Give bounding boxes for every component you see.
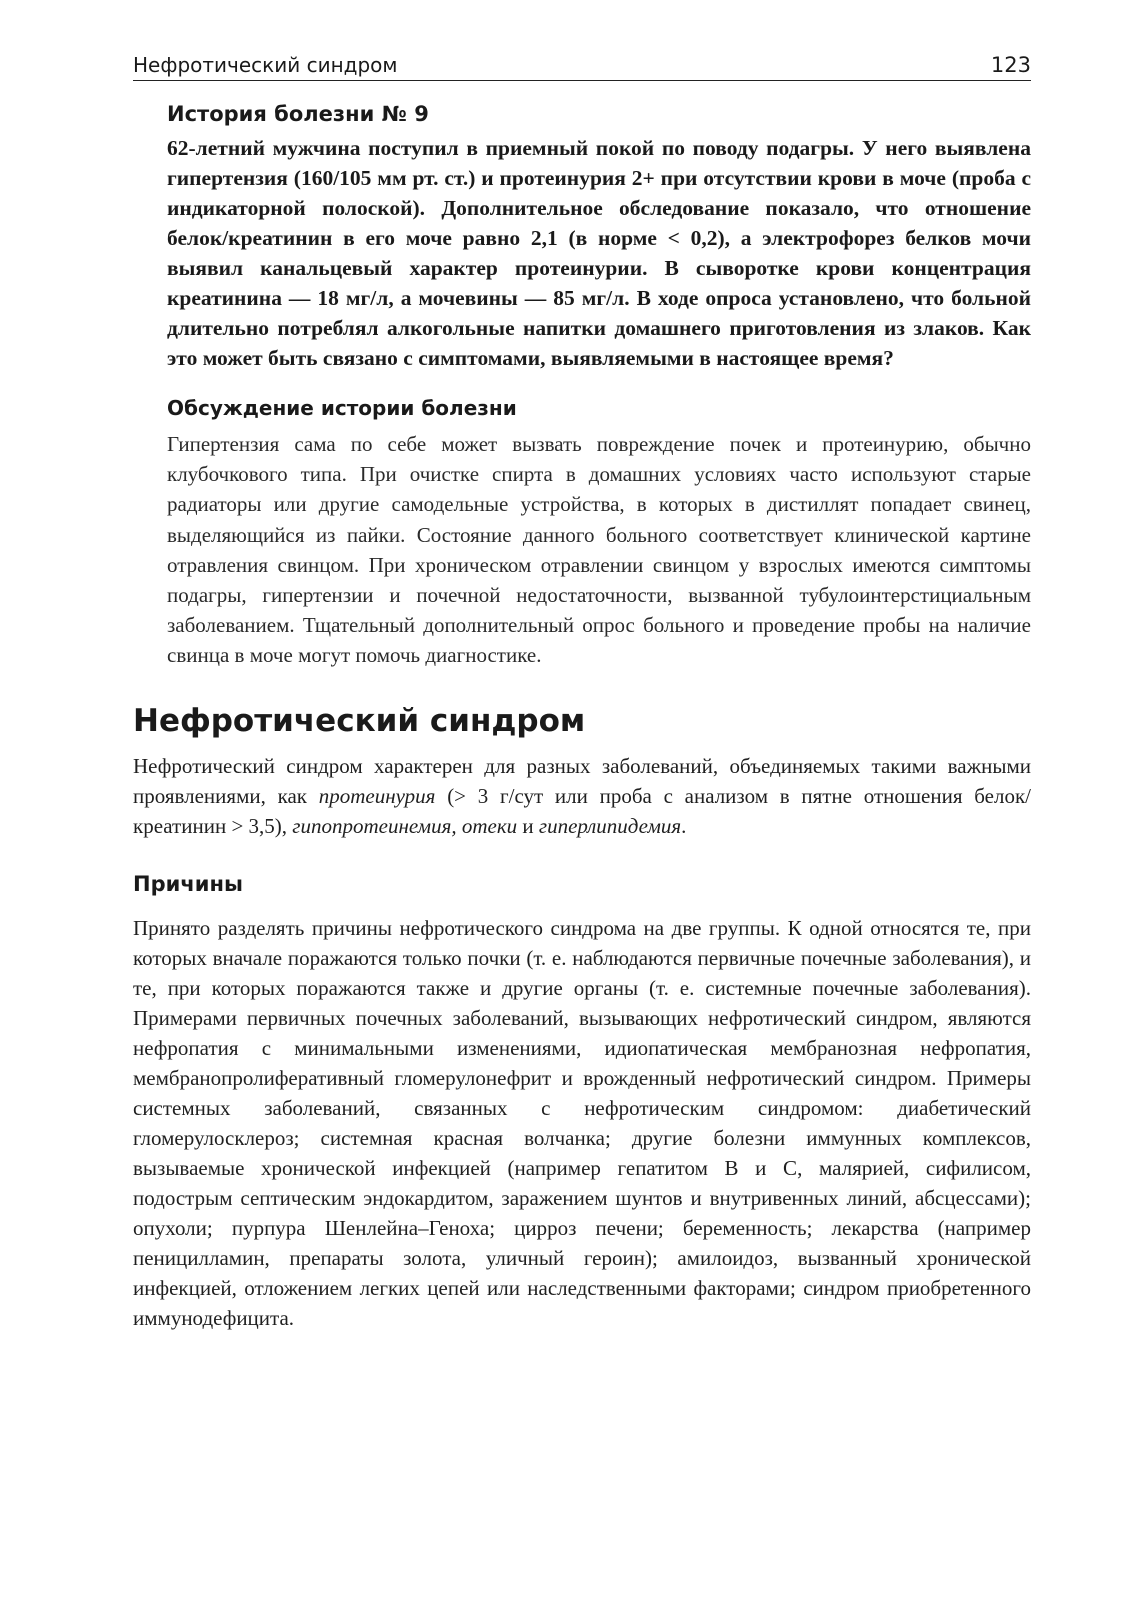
intro-term-hyperlipidemia: гиперлипидемия <box>538 813 682 838</box>
running-header <box>133 52 1031 81</box>
section-heading: Нефротический синдром <box>133 702 586 739</box>
book-page <box>133 52 1031 1333</box>
section-intro-paragraph <box>133 751 1031 841</box>
case-discussion-title: Обсуждение истории болезни <box>167 396 517 420</box>
intro-text-3: и <box>517 813 539 838</box>
intro-text-4: . <box>681 813 687 838</box>
intro-text-2: (> 3 г/сут или проба с анализом в пятне отношения белок/креатинин > 3,5), <box>133 783 1031 838</box>
causes-heading: Причины <box>133 871 243 896</box>
causes-paragraph: Принято разделять причины нефротического синдрома на две группы. К одной относятся те, при которых вначале поражаются только почки (т. е. наблюдаются первичные почечные заболевания), и те, при которых поражаются также и другие органы (т. е. системные почечные заболевания). Примерами первичных почечных заболеваний, вызывающих нефротический синдром, являются нефропатия с минимальными изменениями, идиопатическая мембранозная нефропатия, мембранопролиферативный гломерулонефрит и врожденный нефротический синдром. Примеры системных заболеваний, связанных с нефротическим синдромом: диабетический гломерулосклероз; системная красная волчанка; другие болезни иммунных комплексов, вызываемые хронической инфекцией (например гепатитом В и С, малярией, сифилисом, подострым септическим эндокардитом, заражением шунтов и внутривенных линий, абсцессами); опухоли; пурпура Шенлейна–Геноха; цирроз печени; беременность; лекарства (например пеницилламин, препараты золота, уличный героин); амилоидоз, вызванный хронической инфекцией, отложением легких цепей или наследственными факторами; синдром приобретенного иммунодефицита. <box>133 915 1031 1330</box>
intro-term-hypoproteinemia-edema: гипопротеинемия, отеки <box>292 813 518 838</box>
case-history-text: 62-летний мужчина поступил в приемный покой по поводу подагры. У него выявлена гипертензия (160/105 мм рт. ст.) и протеинурия 2+ при отсутствии крови в моче (проба с индикаторной полоской). Дополнительное обследование показало, что отношение белок/креатинин в его моче равно 2,1 (в норме < 0,2), а электрофорез белков мочи выявил канальцевый характер протеинурии. В сыворотке крови концентрация креатинина — 18 мг/л, а мочевины — 85 мг/л. В ходе опроса установлено, что больной длительно потреблял алкогольные напитки домашнего приготовления из злаков. Как это может быть связано с симптомами, выявляемыми в настоящее время? <box>167 136 1031 370</box>
running-title: Нефротический синдром <box>133 53 398 77</box>
case-history-title: История болезни № 9 <box>167 102 429 126</box>
case-history-box <box>167 99 1031 671</box>
case-discussion-text: Гипертензия сама по себе может вызвать повреждение почек и протеинурию, обычно клубочкового типа. При очистке спирта в домашних условиях часто используют старые радиаторы или другие самодельные устройства, в которых в дистиллят попадает свинец, выделяющийся из пайки. Состояние данного больного соответствует клинической картине отравления свинцом. При хроническом отравлении свинцом у взрослых имеются симптомы подагры, гипертензии и почечной недостаточности, вызванной тубулоинтерстициальным заболеванием. Тщательный дополнительный опрос больного и проведение пробы на наличие свинца в моче могут помочь диагностике. <box>167 432 1031 668</box>
intro-term-proteinuria: протеинурия <box>318 783 436 808</box>
page-number: 123 <box>990 53 1031 77</box>
intro-text-1: Нефротический синдром характерен для разных заболеваний, объединяемых такими важными проявлениями, как <box>133 753 1031 808</box>
